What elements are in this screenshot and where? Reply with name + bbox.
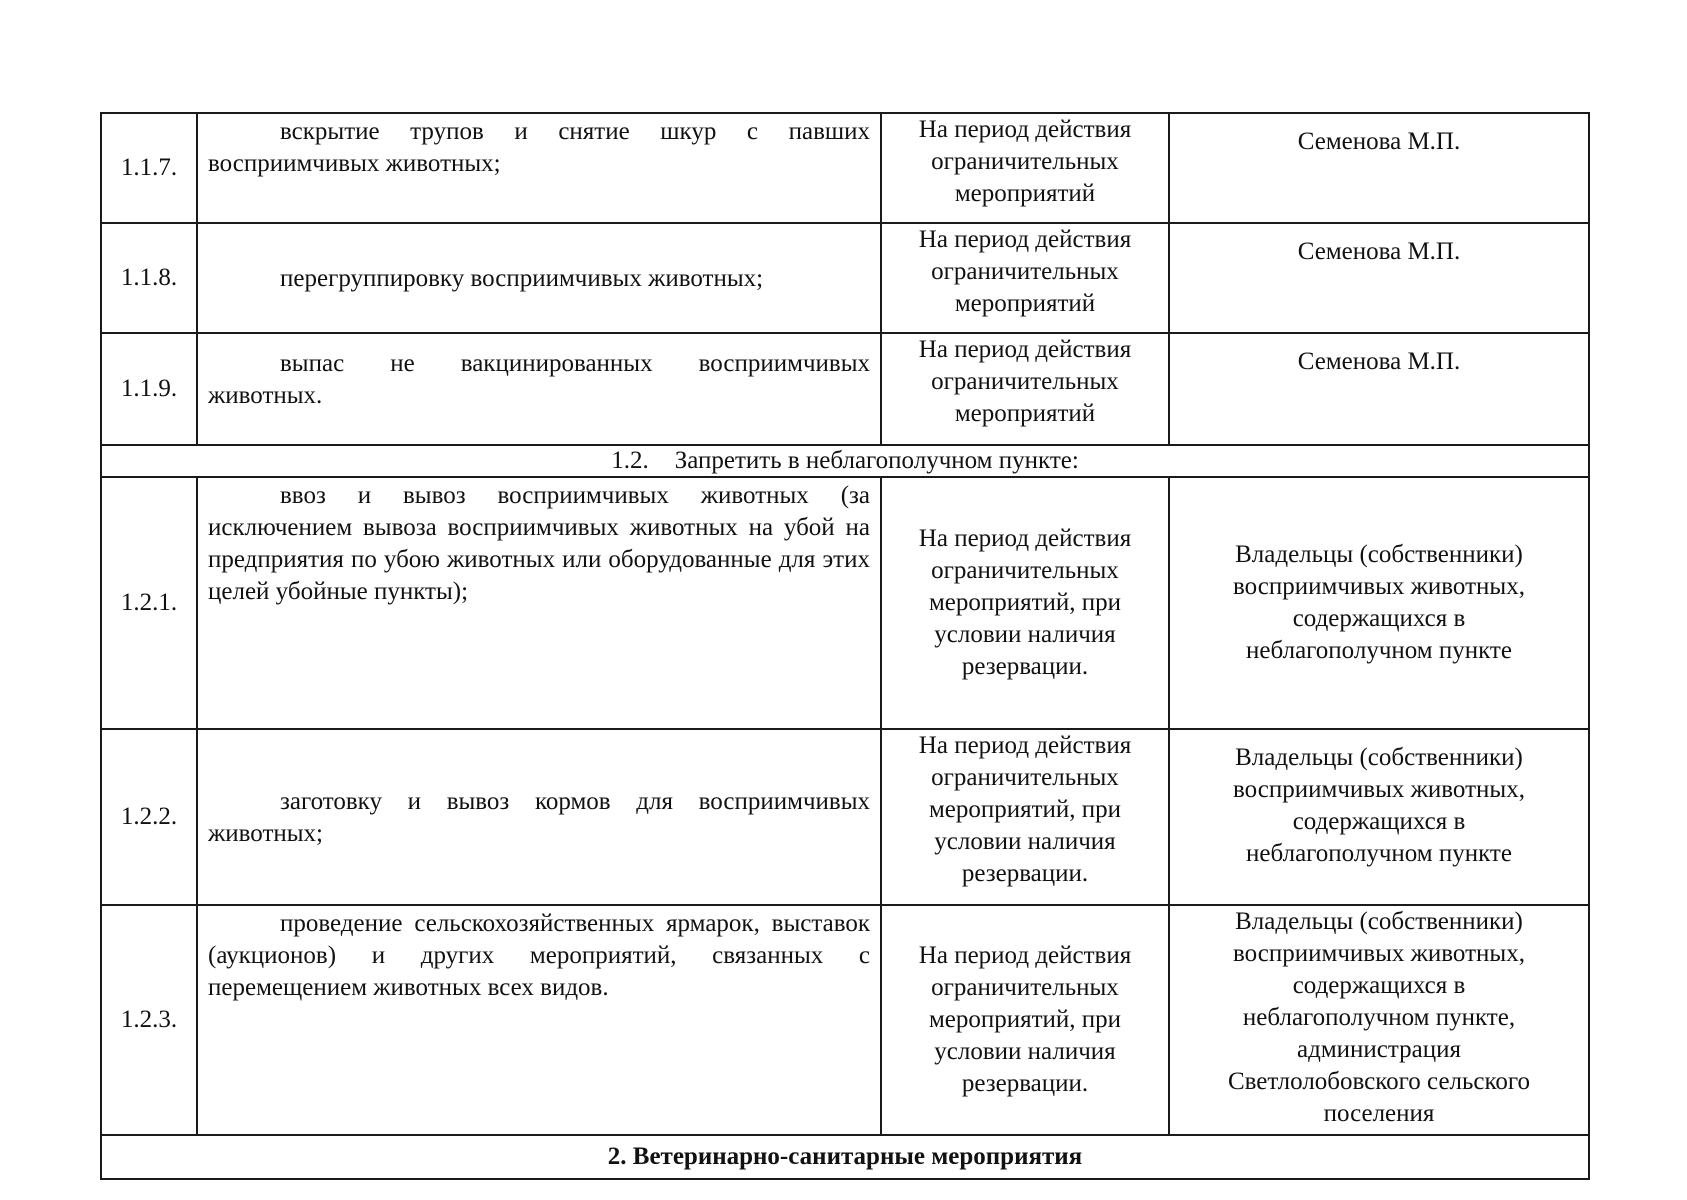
responsible-cell: Семенова М.П. [1169, 223, 1589, 333]
section-number: 1.2. [611, 447, 649, 474]
table-row [101, 113, 1589, 223]
section-title: Запретить в неблагополучном пункте: [674, 447, 1079, 474]
period-cell: На период действия ограничительных мероприятий [881, 113, 1169, 223]
measure-text: заготовку и вывоз кормов для восприимчивых животных; [197, 729, 881, 905]
responsible-cell: Владельцы (собственники) восприимчивых животных, содержащихся в неблагополучном пункте [1169, 729, 1589, 905]
section-1-2-header [101, 445, 1589, 477]
item-number: 1.2.2. [101, 729, 197, 905]
section-2-heading: 2. Ветеринарно-санитарные мероприятия [101, 1135, 1589, 1179]
responsible-cell: Семенова М.П. [1169, 333, 1589, 445]
period-cell: На период действия ограничительных мероприятий, при условии наличия резервации. [881, 905, 1169, 1135]
measure-text: ввоз и вывоз восприимчивых животных (за исключением вывоза восприимчивых животных на убой на предприятия по убою животных или оборудованные для этих целей убойные пункты); [197, 477, 881, 729]
table-row [101, 333, 1589, 445]
item-number: 1.2.3. [101, 905, 197, 1135]
section-row [101, 1135, 1589, 1179]
period-cell: На период действия ограничительных мероприятий [881, 223, 1169, 333]
item-number: 1.1.8. [101, 223, 197, 333]
item-number: 1.1.9. [101, 333, 197, 445]
measures-table [100, 112, 1590, 1180]
period-cell: На период действия ограничительных мероприятий, при условии наличия резервации. [881, 477, 1169, 729]
measure-text: проведение сельскохозяйственных ярмарок, выставок (аукционов) и других мероприятий, связанных с перемещением животных всех видов. [197, 905, 881, 1135]
table-row [101, 729, 1589, 905]
table-row [101, 223, 1589, 333]
section-row [101, 445, 1589, 477]
period-cell: На период действия ограничительных мероприятий, при условии наличия резервации. [881, 729, 1169, 905]
item-number: 1.2.1. [101, 477, 197, 729]
measure-text: выпас не вакцинированных восприимчивых животных. [197, 333, 881, 445]
table-row [101, 477, 1589, 729]
responsible-cell: Владельцы (собственники) восприимчивых животных, содержащихся в неблагополучном пункте, администрация Светлолобовского сельского поселения [1169, 905, 1589, 1135]
responsible-cell: Семенова М.П. [1169, 113, 1589, 223]
responsible-cell: Владельцы (собственники) восприимчивых животных, содержащихся в неблагополучном пункте [1169, 477, 1589, 729]
measure-text: перегруппировку восприимчивых животных; [197, 223, 881, 333]
period-cell: На период действия ограничительных мероприятий [881, 333, 1169, 445]
measure-text: вскрытие трупов и снятие шкур с павших восприимчивых животных; [197, 113, 881, 223]
item-number: 1.1.7. [101, 113, 197, 223]
table-row [101, 905, 1589, 1135]
